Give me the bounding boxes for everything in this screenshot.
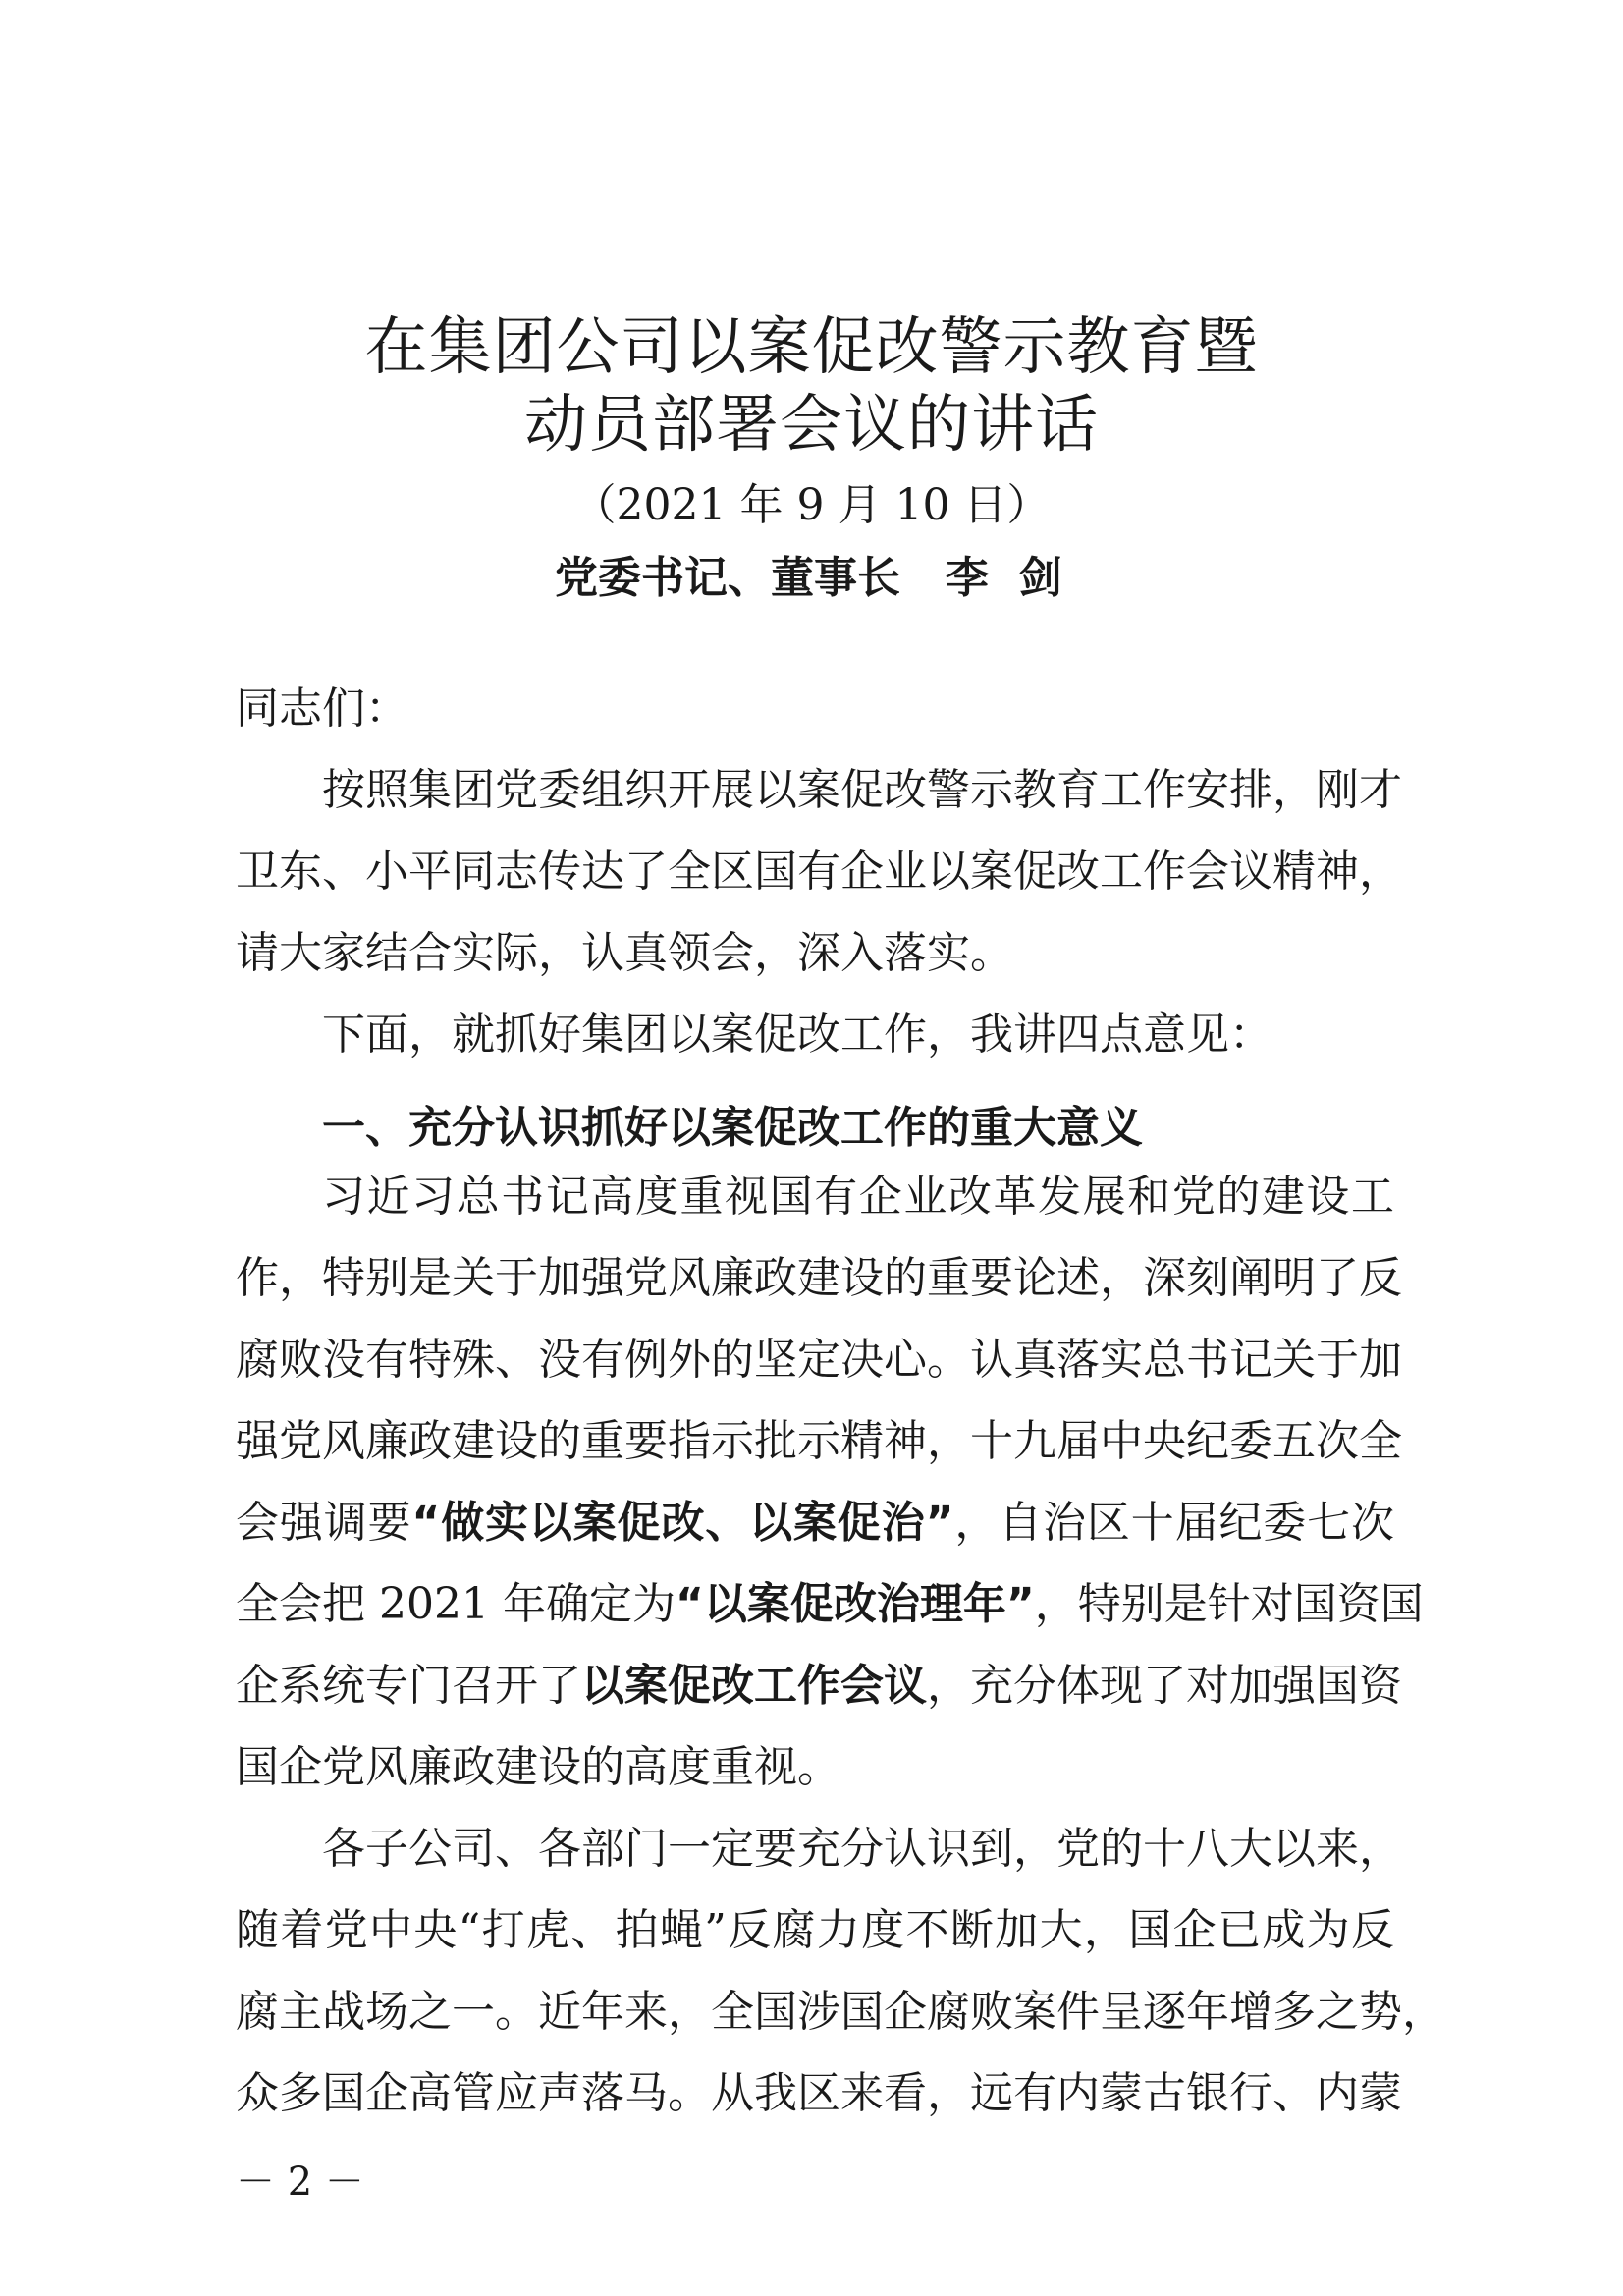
paragraph-3-line-5-text-a: 会强调要	[236, 1498, 412, 1548]
paragraph-3-line-2: 作，特别是关于加强党风廉政建设的重要论述，深刻阐明了反	[236, 1253, 1402, 1303]
emphasis-quote-2: “以案促改治理年”	[675, 1579, 1035, 1629]
paragraph-3-line-7-text-a: 企系统专门召开了	[236, 1661, 581, 1711]
paragraph-3-line-6	[236, 1579, 1424, 1629]
paragraph-3-line-7-text-b: ，充分体现了对加强国资	[927, 1661, 1402, 1711]
paragraph-3-line-6-text-b: ，特别是针对国资国	[1034, 1579, 1424, 1629]
page-number: － 2 －	[236, 2159, 364, 2205]
paragraph-2: 下面，就抓好集团以案促改工作，我讲四点意见：	[322, 1010, 1272, 1060]
paragraph-3-line-6-text-a: 全会把 2021 年确定为	[236, 1579, 676, 1629]
paragraph-4-line-2: 随着党中央“打虎、拍蝇”反腐力度不断加大，国企已成为反	[236, 1905, 1394, 1955]
paragraph-3-line-5	[236, 1498, 1395, 1548]
paragraph-4-line-1: 各子公司、各部门一定要充分认识到，党的十八大以来，	[322, 1824, 1402, 1874]
paragraph-4-line-3: 腐主战场之一。近年来，全国涉国企腐败案件呈逐年增多之势，	[236, 1987, 1445, 2037]
section-heading-1: 一、充分认识抓好以案促改工作的重大意义	[322, 1103, 1143, 1153]
paragraph-3-line-4: 强党风廉政建设的重要指示批示精神，十九届中央纪委五次全	[236, 1416, 1402, 1466]
paragraph-3-line-8: 国企党风廉政建设的高度重视。	[236, 1742, 840, 1792]
emphasis-quote-1: “做实以案促改、以案促治”	[411, 1498, 954, 1548]
salutation: 同志们：	[236, 683, 408, 734]
speech-title-line-1: 在集团公司以案促改警示教育暨	[364, 311, 1259, 384]
paragraph-1-line-1: 按照集团党委组织开展以案促改警示教育工作安排，刚才	[322, 765, 1402, 815]
speaker-byline: 党委书记、董事长 李 剑	[555, 553, 1062, 603]
paragraph-3-line-1: 习近习总书记高度重视国有企业改革发展和党的建设工	[322, 1172, 1394, 1222]
emphasis-meeting: 以案促改工作会议	[581, 1661, 927, 1711]
paragraph-3-line-7	[236, 1661, 1402, 1711]
paragraph-3-line-5-text-b: ，自治区十届纪委七次	[953, 1498, 1395, 1548]
paragraph-4-line-4: 众多国企高管应声落马。从我区来看，远有内蒙古银行、内蒙	[236, 2068, 1402, 2118]
paragraph-3-line-3: 腐败没有特殊、没有例外的坚定决心。认真落实总书记关于加	[236, 1335, 1402, 1385]
speech-title-line-2: 动员部署会议的讲话	[524, 389, 1099, 462]
paragraph-1-line-3: 请大家结合实际，认真领会，深入落实。	[236, 928, 1013, 978]
paragraph-1-line-2: 卫东、小平同志传达了全区国有企业以案促改工作会议精神，	[236, 847, 1402, 897]
speech-date: （2021 年 9 月 10 日）	[572, 480, 1051, 530]
